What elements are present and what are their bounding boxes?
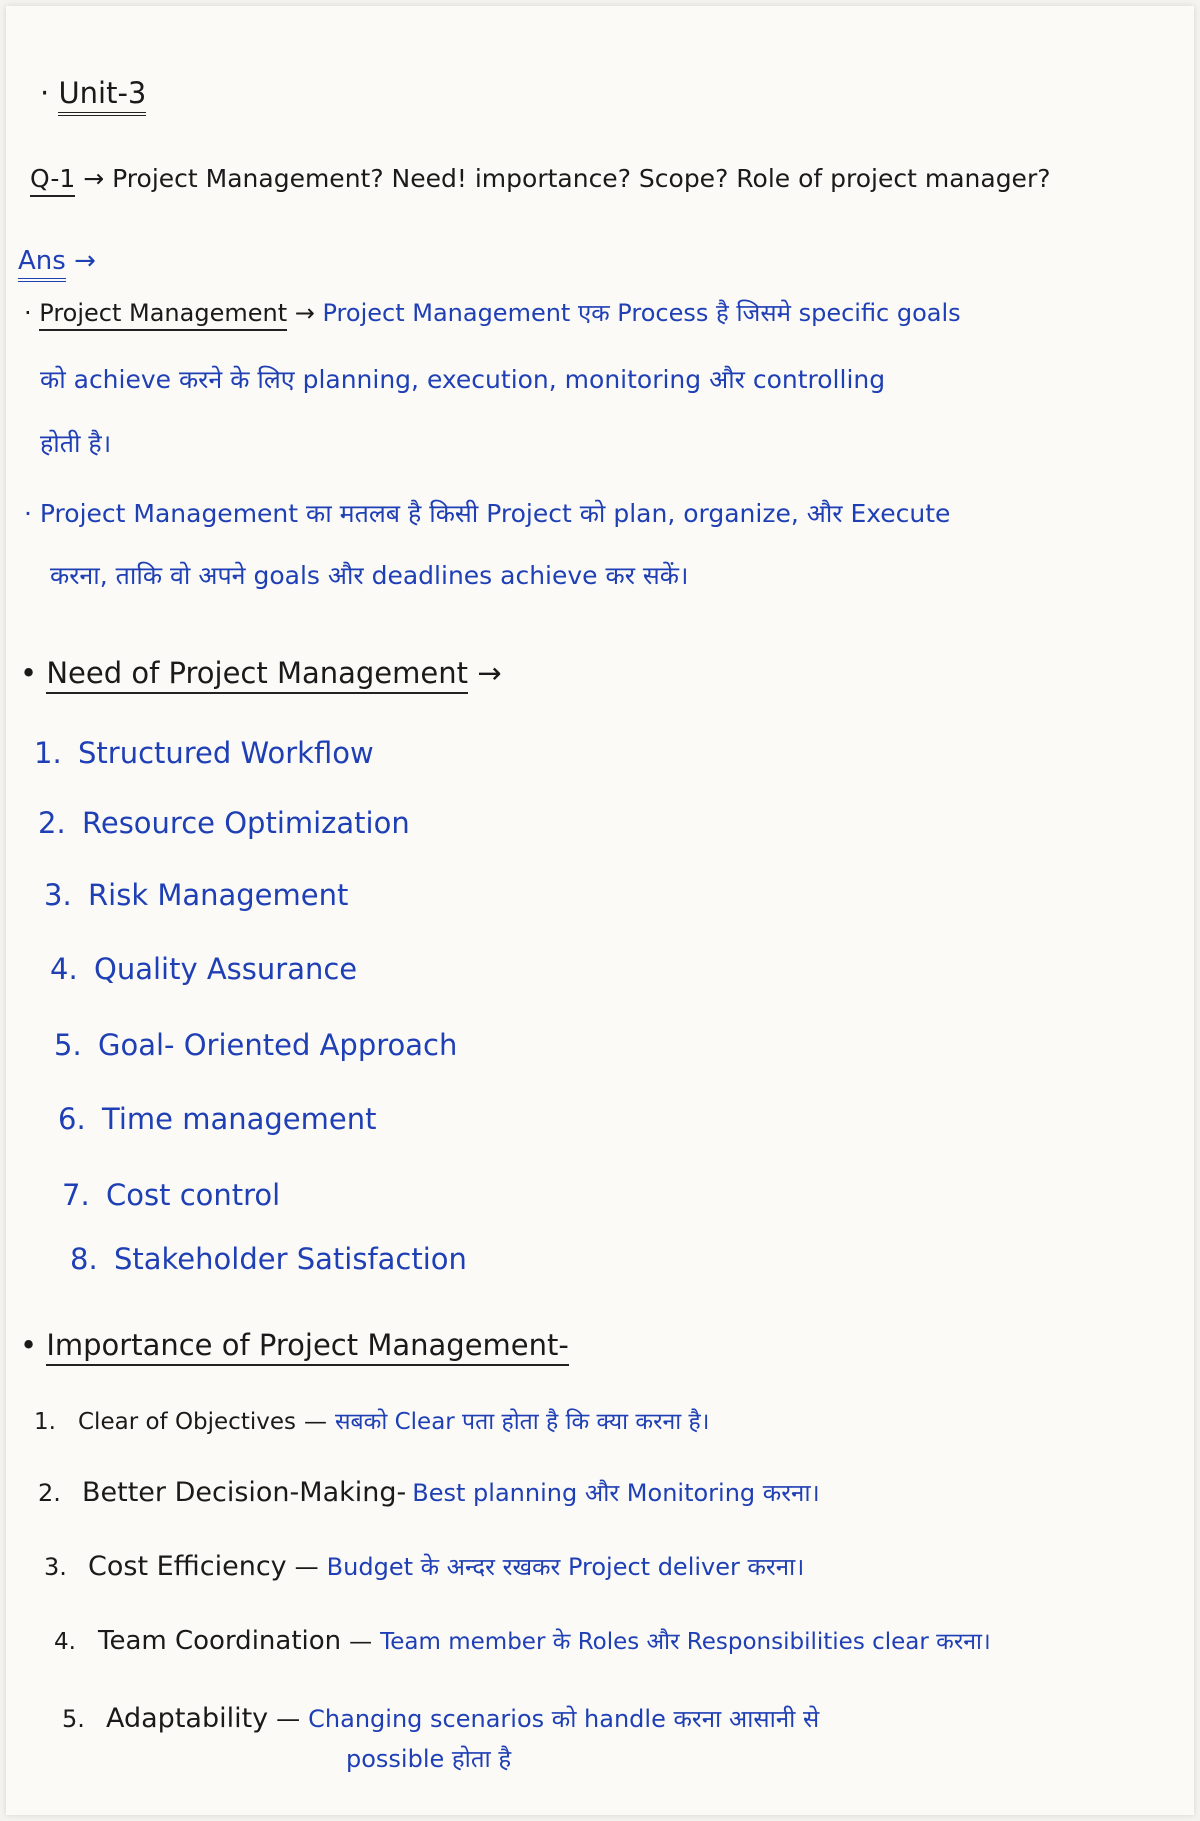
- question-label: Q-1: [30, 164, 75, 197]
- question-line: [30, 164, 1051, 193]
- definition2-line-1: · Project Management का मतलब है किसी Project को plan, organize, और Execute: [24, 499, 951, 528]
- list-item: 2. Better Decision-Making- Best planning और Monitoring करना।: [38, 1477, 820, 1508]
- definition-term: Project Management: [39, 299, 287, 331]
- need-heading: • Need of Project Management →: [20, 656, 502, 690]
- arrow-icon: →: [83, 164, 105, 193]
- list-item: 1. Structured Workflow: [34, 736, 374, 770]
- answer-label-line: [18, 246, 96, 276]
- list-item: 4. Team Coordination — Team member के Roles और Responsibilities clear करना।: [54, 1626, 991, 1656]
- definition-text-1: Project Management एक Process है जिसमे specific goals: [322, 299, 961, 327]
- importance-heading: • Importance of Project Management-: [20, 1328, 569, 1362]
- arrow-icon: →: [477, 656, 502, 690]
- question-text: Project Management? Need! importance? Scope? Role of project manager?: [112, 164, 1051, 193]
- list-item: 5. Adaptability — Changing scenarios को handle करना आसानी से: [62, 1703, 820, 1734]
- arrow-icon: →: [294, 299, 315, 327]
- list-item: 6. Time management: [58, 1102, 377, 1136]
- list-item: 5. Goal- Oriented Approach: [54, 1028, 458, 1062]
- arrow-icon: →: [74, 246, 96, 276]
- unit-title: · Unit-3: [40, 76, 146, 110]
- list-item: 4. Quality Assurance: [50, 952, 358, 986]
- definition-line-2: को achieve करने के लिए planning, execution, monitoring और controlling: [40, 365, 886, 394]
- definition2-line-2: करना, ताकि वो अपने goals और deadlines achieve कर सकें।: [50, 561, 689, 590]
- list-item: 3. Risk Management: [44, 878, 349, 912]
- list-item: 8. Stakeholder Satisfaction: [70, 1242, 467, 1276]
- notebook-page: [6, 6, 1194, 1815]
- list-item: 2. Resource Optimization: [38, 806, 410, 840]
- list-item: 3. Cost Efficiency — Budget के अन्दर रखकर Project deliver करना।: [44, 1551, 805, 1582]
- definition-line-3: होती है।: [40, 429, 112, 458]
- definition-line-1: · Project Management → Project Management एक Process है जिसमे specific goals: [24, 296, 961, 329]
- list-item: 7. Cost control: [62, 1178, 281, 1212]
- answer-label: Ans: [18, 246, 66, 282]
- list-item: 1. Clear of Objectives — सबको Clear पता होता है कि क्या करना है।: [34, 1409, 710, 1435]
- list-item-continuation: possible होता है: [346, 1745, 512, 1773]
